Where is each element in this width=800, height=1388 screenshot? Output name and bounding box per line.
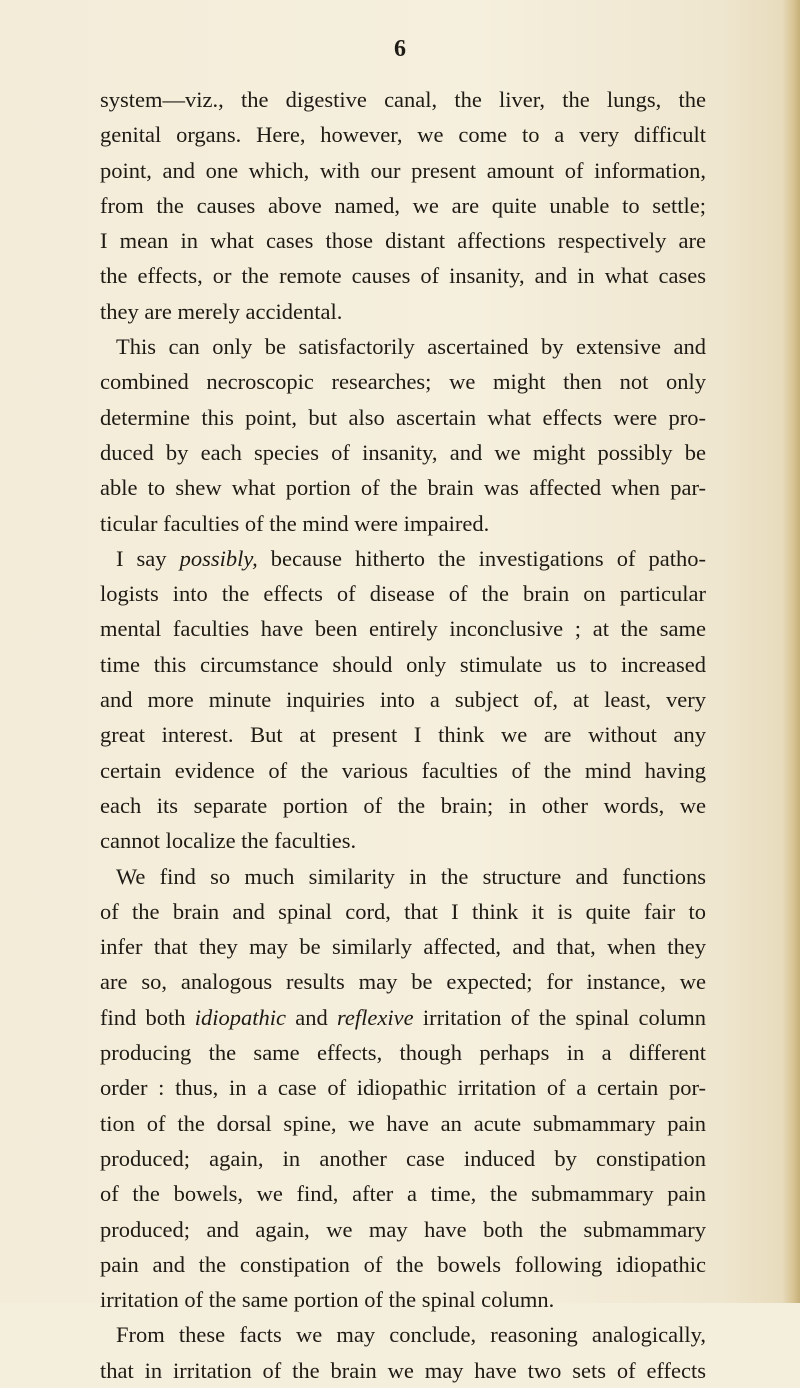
text-line: of the brain and spinal cord, that I think it is quite fair to <box>100 898 706 924</box>
text-line: of the bowels, we find, after a time, the submammary pain <box>100 1181 706 1207</box>
page-number: 6 <box>394 36 406 62</box>
text-line: great interest. But at present I think we are without any <box>100 722 706 748</box>
text-line: each its separate portion of the brain; in other words, we <box>100 792 706 818</box>
text-line <box>100 1000 706 1035</box>
text-line: they are merely accidental. <box>100 298 343 324</box>
paragraph-start-line: From these facts we may conclude, reasoning analogically, <box>116 1322 706 1348</box>
text-line: order : thus, in a case of idiopathic irritation of a certain por- <box>100 1075 706 1101</box>
text-line: produced; and again, we may have both the submammary <box>100 1216 706 1242</box>
paragraph-start-line: This can only be satisfactorily ascertained by extensive and <box>116 334 706 360</box>
text-line: cannot localize the faculties. <box>100 828 357 854</box>
text-segment: irritation of the spinal column <box>413 1004 706 1030</box>
text-line: tion of the dorsal spine, we have an acute submammary pain <box>100 1110 706 1136</box>
text-line: are so, analogous results may be expected; for instance, we <box>100 969 706 995</box>
text-line: system—viz., the digestive canal, the liver, the lungs, the <box>100 87 706 112</box>
text-segment: I say <box>116 545 180 571</box>
text-line: producing the same effects, though perhaps in a different <box>100 1040 706 1066</box>
text-line: the effects, or the remote causes of insanity, and in what cases <box>100 263 706 289</box>
text-line: infer that they may be similarly affected, and that, when they <box>100 934 706 960</box>
text-line: pain and the constipation of the bowels following idiopathic <box>100 1251 706 1277</box>
text-line: that in irritation of the brain we may have two sets of effects <box>100 1357 706 1383</box>
text-segment: because hitherto the investigations of patho- <box>257 545 706 571</box>
text-line: certain evidence of the various faculties of the mind having <box>100 757 706 783</box>
text-line: duced by each species of insanity, and we might possibly be <box>100 439 706 465</box>
text-line: mental faculties have been entirely inconclusive ; at the same <box>100 616 706 642</box>
text-line: combined necroscopic researches; we might then not only <box>100 369 706 395</box>
text-line: genital organs. Here, however, we come to a very difficult <box>100 122 706 148</box>
text-line: produced; again, in another case induced by constipation <box>100 1145 706 1171</box>
text-line: irritation of the same portion of the spinal column. <box>100 1287 555 1313</box>
text-line: determine this point, but also ascertain what effects were pro- <box>100 404 706 430</box>
text-line: point, and one which, with our present amount of information, <box>100 157 706 183</box>
text-line: and more minute inquiries into a subject of, at least, very <box>100 687 706 713</box>
italic-emphasis: reflexive <box>336 1004 414 1030</box>
text-line: time this circumstance should only stimulate us to increased <box>100 651 706 677</box>
paragraph-start-line <box>100 541 706 576</box>
text-line: logists into the effects of disease of the brain on particular <box>100 581 706 607</box>
text-segment: find both <box>100 1004 195 1030</box>
body-text <box>100 82 706 1388</box>
text-line: I mean in what cases those distant affections respectively are <box>100 228 706 254</box>
italic-emphasis: possibly, <box>179 545 258 571</box>
paragraph-start-line: We find so much similarity in the structure and functions <box>116 863 706 889</box>
page-edge-shadow <box>782 0 800 1303</box>
text-segment: and <box>285 1004 337 1030</box>
text-line: able to shew what portion of the brain was affected when par- <box>100 475 706 501</box>
text-line: from the causes above named, we are quite unable to settle; <box>100 192 706 218</box>
italic-emphasis: idiopathic <box>194 1004 286 1030</box>
text-line: ticular faculties of the mind were impaired. <box>100 510 490 536</box>
